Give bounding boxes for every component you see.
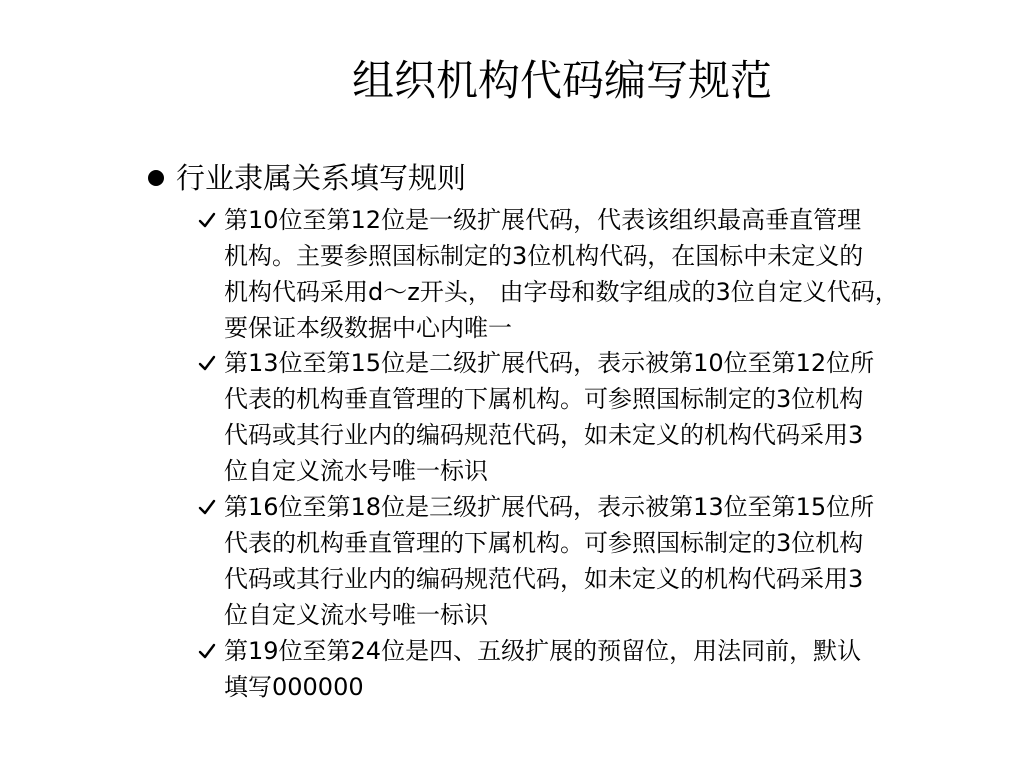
sub-item (198, 489, 1008, 633)
sub-item (198, 202, 1008, 346)
check-mark-icon (198, 489, 224, 525)
sub-item-text: 第16位至第18位是三级扩展代码，表示被第13位至第15位所 代表的机构垂直管理的下属机构。可参照国标制定的3位机构 代码或其行业内的编码规范代码，如未定义的机构代码采用3 位自定义流水号唯一标识 (224, 493, 875, 629)
bullet-item (148, 158, 466, 198)
sub-item (198, 345, 1008, 489)
sub-item (198, 633, 1008, 705)
sub-item-text: 第10位至第12位是一级扩展代码，代表该组织最高垂直管理 机构。主要参照国标制定的3位机构代码，在国标中未定义的 机构代码采用d～z开头， 由字母和数字组成的3位自定义代码， 要保证本级数据中心内唯一 (224, 206, 899, 342)
sub-item-text: 第19位至第24位是四、五级扩展的预留位，用法同前，默认 填写000000 (224, 637, 862, 701)
check-mark-icon (198, 345, 224, 381)
bullet-dot-icon (148, 170, 164, 186)
sub-item-text: 第13位至第15位是二级扩展代码，表示被第10位至第12位所 代表的机构垂直管理的下属机构。可参照国标制定的3位机构 代码或其行业内的编码规范代码，如未定义的机构代码采用3 位自定义流水号唯一标识 (224, 349, 875, 485)
check-mark-icon (198, 633, 224, 669)
check-mark-icon (198, 202, 224, 238)
slide-title: 组织机构代码编写规范 (351, 56, 772, 105)
bullet-label: 行业隶属关系填写规则 (176, 161, 467, 195)
